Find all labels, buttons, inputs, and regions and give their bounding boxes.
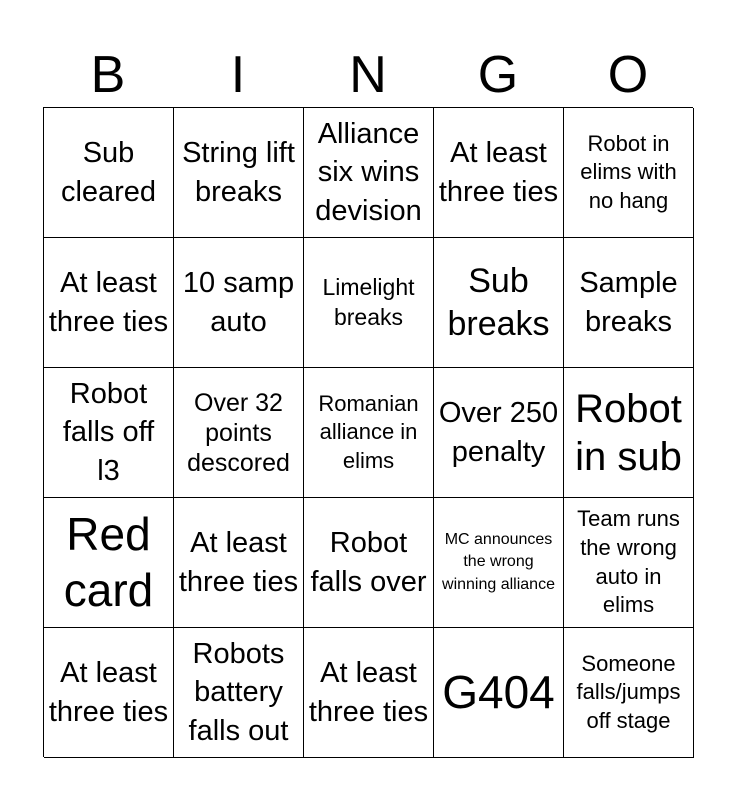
cell-text: Sub breaks — [447, 262, 550, 343]
cell-text: Over 32 points descored — [187, 388, 290, 477]
cell-text: At least three ties — [48, 656, 169, 728]
bingo-cell-b4[interactable] — [44, 498, 174, 628]
bingo-cell-o1[interactable] — [564, 108, 694, 238]
cell-text: Limelight breaks — [322, 273, 415, 330]
cell-text: String lift breaks — [182, 136, 295, 208]
cell-text: Sub cleared — [60, 136, 157, 208]
header-letter-i: I — [230, 46, 246, 104]
cell-text: Someone falls/jumps off stage — [576, 650, 681, 733]
cell-text: Robots battery falls out — [188, 637, 289, 747]
bingo-cell-n4[interactable] — [304, 498, 434, 628]
bingo-cell-o3[interactable] — [564, 368, 694, 498]
header-letter-b: B — [90, 46, 126, 104]
cell-text: G404 — [442, 665, 555, 718]
cell-text: At least three ties — [308, 656, 429, 728]
bingo-cell-n2[interactable] — [304, 238, 434, 368]
bingo-cell-i3[interactable] — [174, 368, 304, 498]
bingo-cell-i1[interactable] — [174, 108, 304, 238]
cell-text: Over 250 penalty — [438, 396, 559, 468]
cell-text: Red card — [63, 508, 154, 616]
bingo-cell-g5[interactable] — [434, 628, 564, 758]
cell-text: Romanian alliance in elims — [318, 390, 419, 473]
cell-text: At least three ties — [438, 136, 559, 208]
bingo-cell-b5[interactable] — [44, 628, 174, 758]
header-letter-o: O — [607, 46, 649, 104]
bingo-cell-g2[interactable] — [434, 238, 564, 368]
bingo-cell-o2[interactable] — [564, 238, 694, 368]
bingo-cell-i2[interactable] — [174, 238, 304, 368]
header-letter-g: G — [477, 46, 519, 104]
cell-text: Robot in elims with no hang — [580, 130, 677, 213]
header-letter-n: N — [349, 46, 387, 104]
bingo-cell-i4[interactable] — [174, 498, 304, 628]
cell-text: Robot falls over — [310, 526, 427, 598]
cell-text: At least three ties — [48, 266, 169, 338]
bingo-cell-g3[interactable] — [434, 368, 564, 498]
bingo-card — [43, 107, 693, 757]
bingo-cell-g1[interactable] — [434, 108, 564, 238]
bingo-cell-o4[interactable] — [564, 498, 694, 628]
bingo-cell-b3[interactable] — [44, 368, 174, 498]
cell-text: Alliance six wins devision — [315, 117, 422, 227]
bingo-cell-g4[interactable] — [434, 498, 564, 628]
cell-text: Robot falls off l3 — [62, 377, 155, 487]
cell-text: MC announces the wrong winning alliance — [442, 530, 555, 593]
bingo-cell-b1[interactable] — [44, 108, 174, 238]
bingo-header — [43, 42, 693, 108]
bingo-cell-n1[interactable] — [304, 108, 434, 238]
cell-text: Team runs the wrong auto in elims — [577, 506, 680, 618]
bingo-cell-n5[interactable] — [304, 628, 434, 758]
bingo-cell-i5[interactable] — [174, 628, 304, 758]
bingo-cell-n3[interactable] — [304, 368, 434, 498]
cell-text: Sample breaks — [579, 266, 678, 338]
bingo-cell-o5[interactable] — [564, 628, 694, 758]
bingo-cell-b2[interactable] — [44, 238, 174, 368]
cell-text: At least three ties — [178, 526, 299, 598]
cell-text: Robot in sub — [575, 386, 682, 479]
cell-text: 10 samp auto — [182, 266, 295, 338]
